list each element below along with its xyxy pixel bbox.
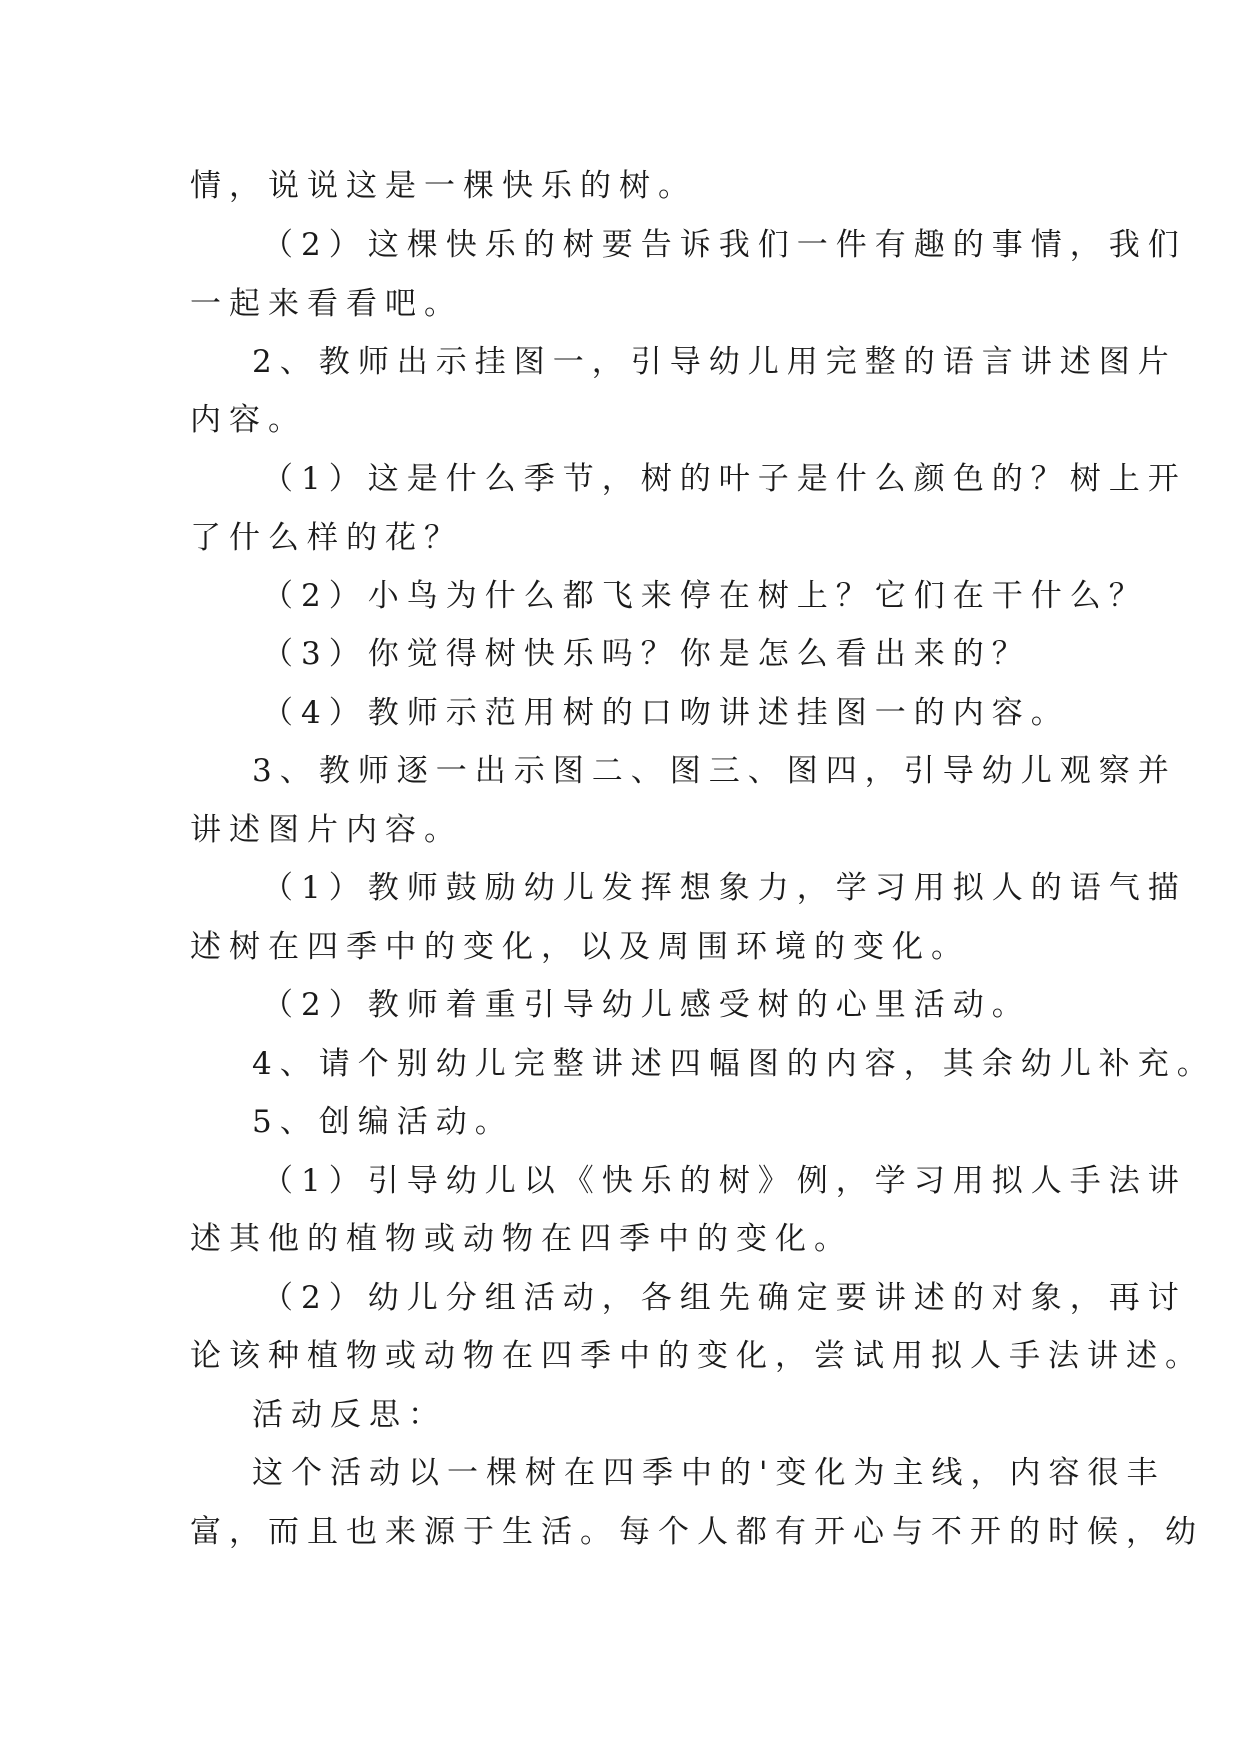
text-line: （4）教师示范用树的口吻讲述挂图一的内容。 bbox=[262, 695, 1070, 731]
text-line: 述树在四季中的变化，以及周围环境的变化。 bbox=[190, 929, 970, 965]
text-line: 5、创编活动。 bbox=[252, 1104, 514, 1140]
text-line: 一起来看看吧。 bbox=[190, 286, 463, 322]
text-line: 这个活动以一棵树在四季中的'变化为主线，内容很丰 bbox=[252, 1455, 1166, 1491]
text-line: 论该种植物或动物在四季中的变化，尝试用拟人手法讲述。 bbox=[190, 1338, 1204, 1374]
text-line: 2、教师出示挂图一，引导幼儿用完整的语言讲述图片 bbox=[252, 344, 1177, 380]
text-line: （1）教师鼓励幼儿发挥想象力，学习用拟人的语气描 bbox=[262, 870, 1187, 906]
text-line: 情，说说这是一棵快乐的树。 bbox=[190, 168, 697, 204]
text-line: （2）小鸟为什么都飞来停在树上？它们在干什么？ bbox=[262, 578, 1148, 614]
text-line: （2）这棵快乐的树要告诉我们一件有趣的事情，我们 bbox=[262, 227, 1187, 263]
text-line: （1）这是什么季节，树的叶子是什么颜色的？树上开 bbox=[262, 461, 1187, 497]
text-line: （1）引导幼儿以《快乐的树》例，学习用拟人手法讲 bbox=[262, 1163, 1187, 1199]
text-line: 3、教师逐一出示图二、图三、图四，引导幼儿观察并 bbox=[252, 753, 1177, 789]
text-line: 活动反思： bbox=[252, 1397, 447, 1433]
text-line: 述其他的植物或动物在四季中的变化。 bbox=[190, 1221, 853, 1257]
text-line: （2）教师着重引导幼儿感受树的心里活动。 bbox=[262, 987, 1031, 1023]
text-line: （2）幼儿分组活动，各组先确定要讲述的对象，再讨 bbox=[262, 1280, 1187, 1316]
text-line: 富，而且也来源于生活。每个人都有开心与不开的时候，幼 bbox=[190, 1514, 1204, 1550]
text-line: 4、请个别幼儿完整讲述四幅图的内容，其余幼儿补充。 bbox=[252, 1046, 1216, 1082]
text-line: （3）你觉得树快乐吗？你是怎么看出来的？ bbox=[262, 636, 1031, 672]
text-line: 讲述图片内容。 bbox=[190, 812, 463, 848]
text-line: 内容。 bbox=[190, 402, 307, 438]
text-line: 了什么样的花？ bbox=[190, 520, 463, 556]
